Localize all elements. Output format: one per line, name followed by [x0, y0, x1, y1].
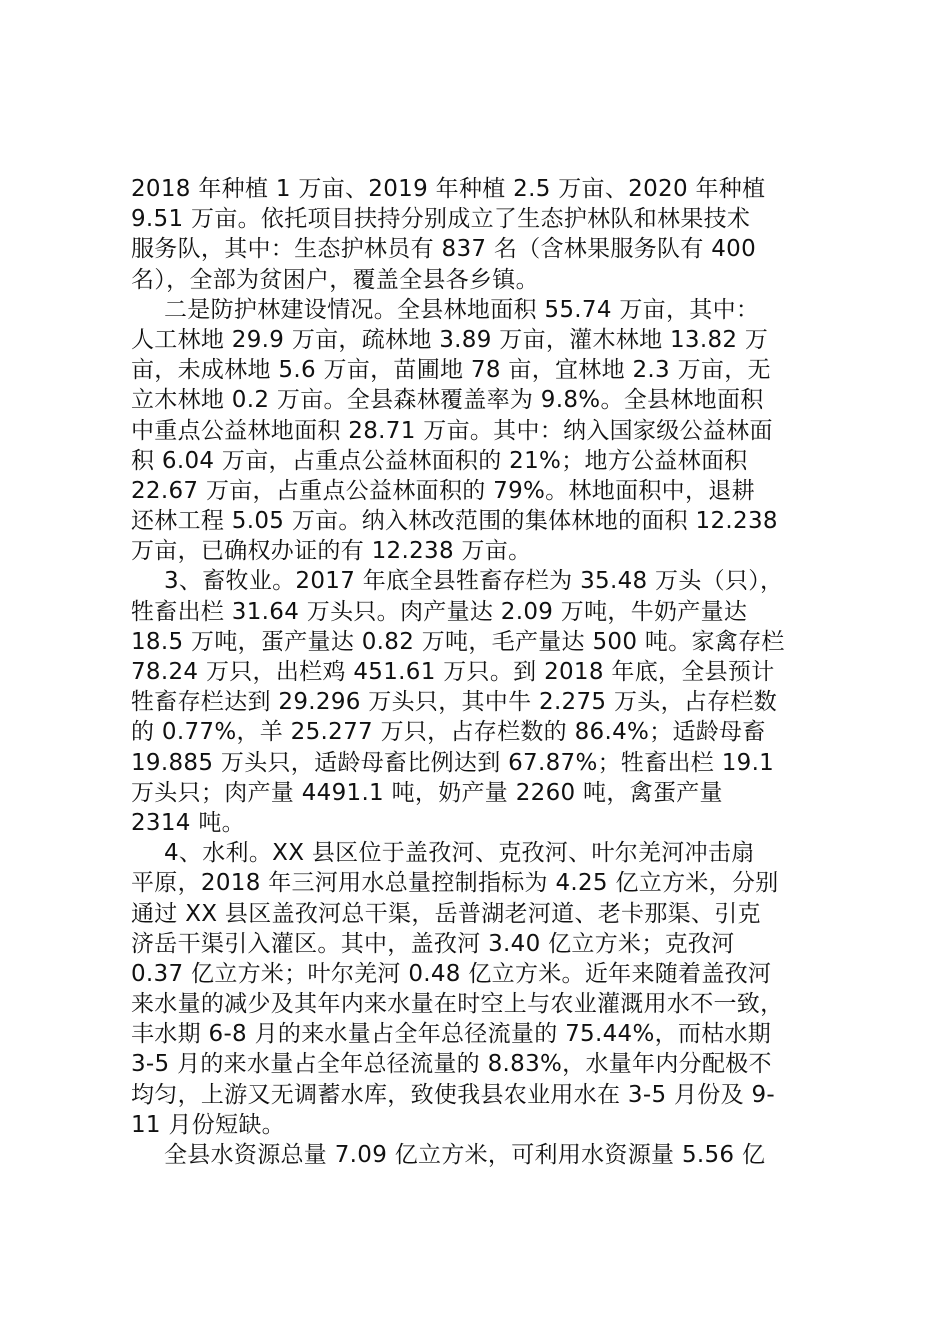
text-line: 11 月份短缺。: [131, 1111, 285, 1138]
text-line: 9.51 万亩。依托项目扶持分别成立了生态护林队和林果技术: [131, 206, 751, 233]
text-line: 78.24 万只，出栏鸡 451.61 万只。到 2018 年底，全县预计: [131, 659, 775, 685]
text-line: 18.5 万吨，蛋产量达 0.82 万吨，毛产量达 500 吨。家禽存栏: [131, 628, 785, 655]
text-line: 服务队，其中：生态护林员有 837 名（含林果服务队有 400: [131, 236, 757, 263]
text-line: 通过 XX 县区盖孜河总干渠，岳普湖老河道、老卡那渠、引克: [131, 900, 761, 927]
text-line: 亩，未成林地 5.6 万亩，苗圃地 78 亩，宜林地 2.3 万亩，无: [131, 357, 771, 384]
text-line: 3-5 月的来水量占全年总径流量的 8.83%，水量年内分配极不: [131, 1051, 772, 1078]
text-line: 0.37 亿立方米；叶尔羌河 0.48 亿立方米。近年来随着盖孜河: [131, 960, 772, 987]
text-line: 立木林地 0.2 万亩。全县森林覆盖率为 9.8%。全县林地面积: [131, 387, 764, 414]
text-line: 4、水利。XX 县区位于盖孜河、克孜河、叶尔羌河冲击扇: [164, 840, 755, 867]
text-line: 22.67 万亩，占重点公益林面积的 79%。林地面积中，退耕: [131, 477, 755, 504]
text-line: 牲畜存栏达到 29.296 万头只，其中牛 2.275 万头，占存栏数: [131, 689, 778, 716]
text-line: 3、畜牧业。2017 年底全县牲畜存栏为 35.48 万头（只），: [164, 568, 784, 595]
text-line: 平原，2018 年三河用水总量控制指标为 4.25 亿立方米，分别: [131, 870, 779, 897]
text-line: 丰水期 6-8 月的来水量占全年总径流量的 75.44%，而枯水期: [131, 1021, 772, 1048]
text-line: 还林工程 5.05 万亩。纳入林改范围的集体林地的面积 12.238: [131, 508, 778, 535]
text-line: 19.885 万头只，适龄母畜比例达到 67.87%；牲畜出栏 19.1: [131, 749, 775, 776]
text-line: 来水量的减少及其年内来水量在时空上与农业灌溉用水不一致，: [131, 991, 784, 1018]
text-line: 人工林地 29.9 万亩，疏林地 3.89 万亩，灌木林地 13.82 万: [131, 326, 769, 353]
body-text: [131, 174, 831, 1170]
text-line: 牲畜出栏 31.64 万头只。肉产量达 2.09 万吨，牛奶产量达: [131, 598, 748, 625]
text-line: 中重点公益林地面积 28.71 万亩。其中：纳入国家级公益林面: [131, 417, 773, 444]
text-line: 万头只；肉产量 4491.1 吨，奶产量 2260 吨，禽蛋产量: [131, 779, 723, 806]
text-line: 济岳干渠引入灌区。其中，盖孜河 3.40 亿立方米；克孜河: [131, 930, 735, 957]
text-line: 名），全部为贫困户，覆盖全县各乡镇。: [131, 266, 539, 293]
text-line: 二是防护林建设情况。全县林地面积 55.74 万亩，其中：: [164, 296, 760, 323]
text-line: 2018 年种植 1 万亩、2019 年种植 2.5 万亩、2020 年种植: [131, 176, 766, 202]
text-line: 全县水资源总量 7.09 亿立方米，可利用水资源量 5.56 亿: [164, 1142, 766, 1168]
text-line: 积 6.04 万亩，占重点公益林面积的 21%；地方公益林面积: [131, 447, 748, 474]
text-line: 的 0.77%，羊 25.277 万只，占存栏数的 86.4%；适龄母畜: [131, 719, 766, 746]
text-line: 均匀，上游又无调蓄水库，致使我县农业用水在 3-5 月份及 9-: [131, 1081, 776, 1108]
text-line: 万亩，已确权办证的有 12.238 万亩。: [131, 538, 532, 565]
text-line: 2314 吨。: [131, 809, 245, 836]
